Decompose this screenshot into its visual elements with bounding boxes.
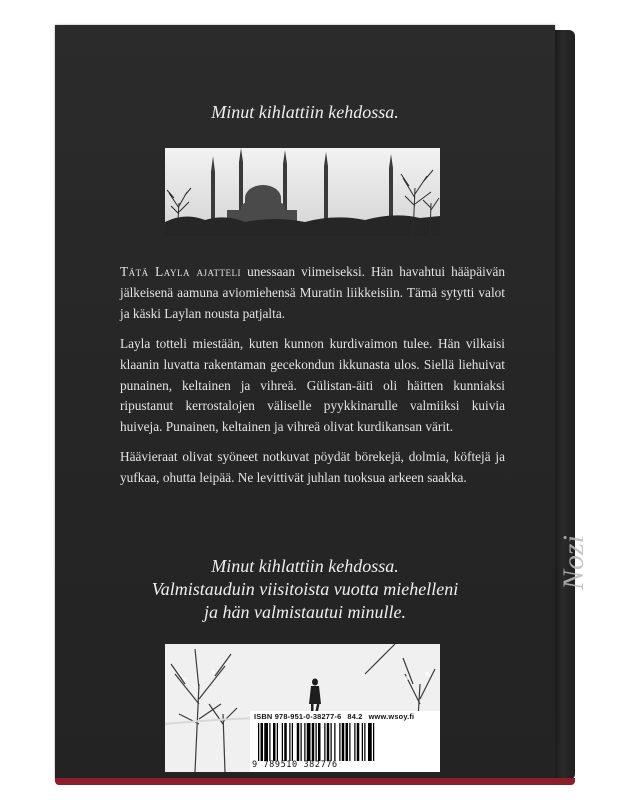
snow-photo (165, 644, 440, 772)
blurb-paragraph-1 (120, 262, 505, 325)
blurb-lead-smallcaps: Tätä Layla ajatteli (120, 264, 242, 279)
mosque-skyline-image (165, 148, 440, 236)
barcode-bar (342, 723, 345, 761)
barcode-bar (307, 723, 311, 761)
quote-line-2: Valmistauduin viisitoista vuotta miehelleni (151, 579, 459, 599)
barcode-bar (368, 723, 372, 761)
barcode-bar (273, 723, 276, 761)
isbn-line (254, 712, 436, 721)
barcode-bar (334, 723, 335, 761)
spine-title: Nozi (557, 534, 590, 590)
barcode-number: 9 789510 382776 (252, 760, 338, 770)
spine-red-band (55, 778, 575, 785)
book-spine (555, 30, 590, 780)
barcode-bar (339, 723, 340, 761)
barcode-bar (297, 723, 300, 761)
barcode-bar (331, 723, 332, 761)
barcode-bar (373, 723, 374, 761)
barcode-bar (289, 723, 290, 761)
barcode-bar (264, 723, 268, 761)
barcode-bar (284, 723, 287, 761)
publisher-url: www.wsoy.fi (368, 712, 415, 721)
barcode-bar (349, 723, 350, 761)
barcode-bars (258, 723, 432, 761)
isbn-text: ISBN 978-951-0-38277-6 (254, 712, 342, 721)
barcode-bar (277, 723, 278, 761)
blurb-paragraph-1-rest: unessaan viimeiseksi. Hän havahtui hääpäivän jälkeisenä aamuna aviomiehensä Muratin liikkeisiin. Tämä sytytti valot ja käski Laylan nousta patjalta. (120, 264, 505, 321)
quote-line-3: ja hän valmistautui minulle. (204, 602, 406, 622)
cover-tagline: Minut kihlattiin kehdossa. (211, 102, 399, 122)
barcode-bar (327, 723, 330, 761)
barcode-bar (282, 723, 283, 761)
barcode-panel (250, 711, 440, 772)
barcode-bar (292, 723, 293, 761)
barcode-bar (312, 723, 315, 761)
barcode-bar (362, 723, 363, 761)
barcode-bar (324, 723, 325, 761)
mosque-photo (165, 148, 440, 236)
barcode-bar (301, 723, 302, 761)
blurb-text (120, 262, 505, 498)
barcode-bar (258, 723, 259, 761)
barcode-bar (364, 723, 365, 761)
blurb-paragraph-3: Häävieraat olivat syöneet notkuvat pöydät börekejä, dolmia, köftejä ja yufkaa, ohutta leipää. Ne levittivät juhlan tuoksua arkeen saakka. (120, 449, 505, 486)
barcode-bar (346, 723, 349, 761)
quote-line-1: Minut kihlattiin kehdossa. (211, 556, 399, 576)
barcode-bar (261, 723, 264, 761)
barcode-bar (269, 723, 270, 761)
barcode-bar (316, 723, 317, 761)
barcode-bar (318, 723, 321, 761)
barcode-bar (354, 723, 355, 761)
barcode-bar (304, 723, 305, 761)
closing-quote (55, 555, 555, 624)
class-code: 84.2 (347, 712, 363, 721)
barcode-bar (357, 723, 360, 761)
blurb-paragraph-2: Layla totteli miestään, kuten kunnon kurdivaimon tulee. Hän vilkaisi klaanin luvatta rakentaman gecekondun ikkunasta ulos. Siellä liehuivat punainen, keltainen ja vihreä. Gülistan-äiti oli häitten kunniaksi ripustanut kerrostalojen väliselle pyykkinarulle valmiiksi kuivia huiveja. Punainen, keltainen ja vihreä olivat kurdikansan värit. (120, 335, 505, 435)
